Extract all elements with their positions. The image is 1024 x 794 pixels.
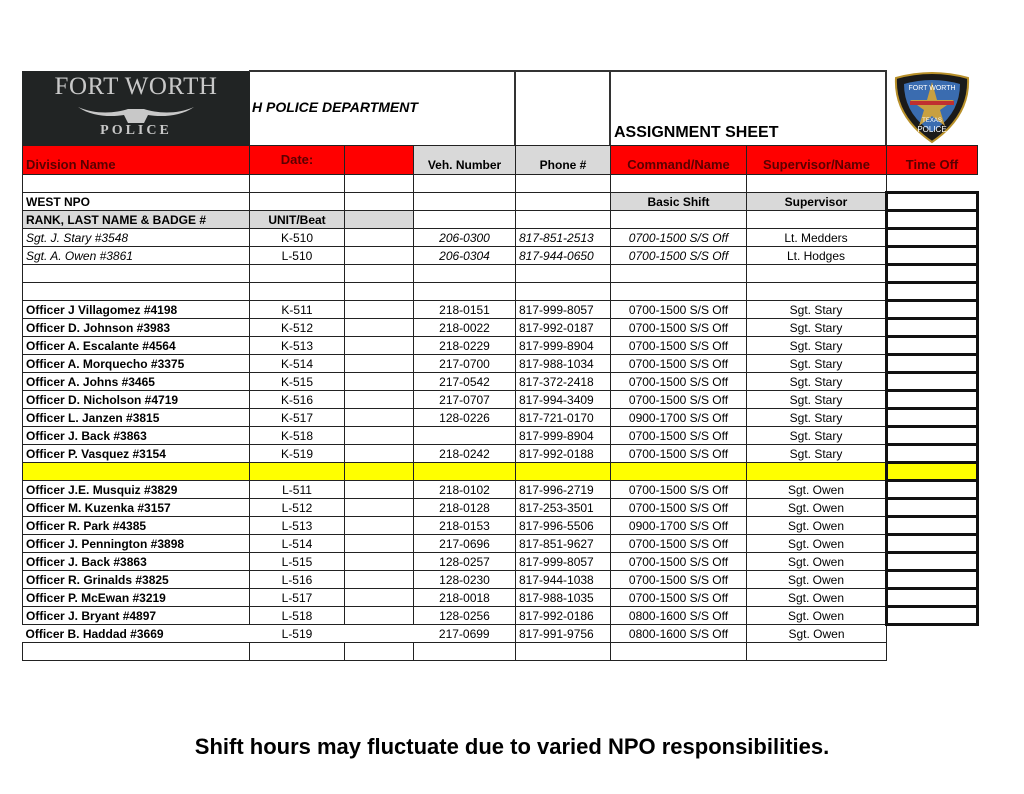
shift: 0800-1600 S/S Off (611, 625, 747, 643)
blank (345, 607, 414, 625)
phone: 817-944-0650 (516, 247, 611, 265)
vehicle-number: 206-0300 (414, 229, 516, 247)
supervisor: Sgt. Owen (747, 481, 887, 499)
officer-name: Officer R. Park #4385 (23, 517, 250, 535)
vehicle-number: 218-0151 (414, 301, 516, 319)
phone: 817-999-8904 (516, 427, 611, 445)
logo-text-police: POLICE (100, 123, 172, 138)
rank-header: RANK, LAST NAME & BADGE # (23, 211, 250, 229)
supervisor: Sgt. Stary (747, 337, 887, 355)
footnote: Shift hours may fluctuate due to varied NPO responsibilities. (194, 734, 830, 759)
supervisor: Sgt. Stary (747, 427, 887, 445)
unit-header: UNIT/Beat (250, 211, 345, 229)
supervisor: Sgt. Stary (747, 301, 887, 319)
blank-row (23, 175, 978, 193)
time-off-cell[interactable] (887, 427, 978, 445)
section-row (23, 193, 978, 211)
separator-row (23, 463, 978, 481)
officer-name: Officer D. Johnson #3983 (23, 319, 250, 337)
header-division-name: Division Name (23, 146, 250, 175)
officer-row (23, 589, 978, 607)
unit: K-517 (250, 409, 345, 427)
shift: 0700-1500 S/S Off (611, 427, 747, 445)
phone: 817-851-2513 (516, 229, 611, 247)
shift: 0700-1500 S/S Off (611, 391, 747, 409)
time-off-cell[interactable] (887, 517, 978, 535)
vehicle-number: 128-0230 (414, 571, 516, 589)
officer-name: Officer M. Kuzenka #3157 (23, 499, 250, 517)
shift: 0700-1500 S/S Off (611, 499, 747, 517)
basic-shift-header: Basic Shift (611, 193, 747, 211)
blank (345, 391, 414, 409)
officer-name: Officer J Villagomez #4198 (23, 301, 250, 319)
officer-row (23, 445, 978, 463)
vehicle-number: 128-0226 (414, 409, 516, 427)
time-off-cell[interactable] (887, 229, 978, 247)
supervisor: Sgt. Owen (747, 571, 887, 589)
officer-name: Officer J. Pennington #3898 (23, 535, 250, 553)
supervisor: Sgt. Owen (747, 589, 887, 607)
time-off-cell[interactable] (887, 553, 978, 571)
squad-l-rows (23, 481, 978, 643)
phone: 817-999-8057 (516, 553, 611, 571)
supervisor: Sgt. Stary (747, 445, 887, 463)
officer-row (23, 337, 978, 355)
vehicle-number: 218-0242 (414, 445, 516, 463)
officer-row (23, 355, 978, 373)
phone: 817-988-1035 (516, 589, 611, 607)
time-off-cell[interactable] (887, 481, 978, 499)
officer-row (23, 391, 978, 409)
supervisor: Sgt. Owen (747, 535, 887, 553)
phone: 817-988-1034 (516, 355, 611, 373)
officer-name: Sgt. A. Owen #3861 (23, 247, 250, 265)
svg-text:POLICE: POLICE (917, 125, 947, 134)
officer-row (23, 535, 978, 553)
vehicle-number: 218-0018 (414, 589, 516, 607)
header-time-off: Time Off (887, 146, 978, 175)
unit: L-517 (250, 589, 345, 607)
shift: 0700-1500 S/S Off (611, 535, 747, 553)
blank (345, 355, 414, 373)
unit: K-512 (250, 319, 345, 337)
shift: 0900-1700 S/S Off (611, 409, 747, 427)
vehicle-number: 218-0229 (414, 337, 516, 355)
fort-worth-police-logo (22, 71, 250, 145)
blank (345, 553, 414, 571)
header-date: Date: (250, 146, 345, 175)
phone: 817-721-0170 (516, 409, 611, 427)
blank (345, 499, 414, 517)
shift: 0700-1500 S/S Off (611, 247, 747, 265)
blank-row (23, 283, 978, 301)
vehicle-number: 217-0699 (414, 625, 516, 643)
shift: 0700-1500 S/S Off (611, 571, 747, 589)
unit: K-515 (250, 373, 345, 391)
assignment-table (22, 145, 979, 661)
blank (345, 409, 414, 427)
phone: 817-992-0188 (516, 445, 611, 463)
time-off-cell[interactable] (887, 445, 978, 463)
shift: 0700-1500 S/S Off (611, 337, 747, 355)
officer-name: Officer D. Nicholson #4719 (23, 391, 250, 409)
unit: L-516 (250, 571, 345, 589)
phone: 817-994-3409 (516, 391, 611, 409)
officer-name: Officer B. Haddad #3669 (23, 625, 250, 643)
time-off-cell[interactable] (887, 571, 978, 589)
blank (345, 319, 414, 337)
blank (345, 571, 414, 589)
shift: 0700-1500 S/S Off (611, 481, 747, 499)
header-supervisor-name: Supervisor/Name (747, 146, 887, 175)
officer-row (23, 301, 978, 319)
svg-text:TEXAS: TEXAS (922, 118, 942, 124)
unit: K-513 (250, 337, 345, 355)
blank (345, 625, 414, 643)
time-off-cell[interactable] (887, 391, 978, 409)
phone: 817-992-0186 (516, 607, 611, 625)
shift: 0700-1500 S/S Off (611, 355, 747, 373)
shift: 0700-1500 S/S Off (611, 553, 747, 571)
supervisor: Sgt. Stary (747, 391, 887, 409)
blank (345, 517, 414, 535)
officer-row (23, 517, 978, 535)
blank (345, 481, 414, 499)
sheet-title: ASSIGNMENT SHEET (614, 124, 779, 141)
header-phone: Phone # (516, 146, 611, 175)
vehicle-number: 128-0256 (414, 607, 516, 625)
shift: 0700-1500 S/S Off (611, 301, 747, 319)
time-off-cell[interactable] (887, 211, 978, 229)
officer-row (23, 409, 978, 427)
vehicle-number: 218-0128 (414, 499, 516, 517)
header-blank-cell (515, 70, 611, 146)
officer-name: Officer A. Morquecho #3375 (23, 355, 250, 373)
blank (345, 373, 414, 391)
officer-name: Officer J. Back #3863 (23, 553, 250, 571)
officer-row (23, 625, 978, 643)
phone: 817-991-9756 (516, 625, 611, 643)
header-command-name: Command/Name (611, 146, 747, 175)
officer-row (23, 319, 978, 337)
vehicle-number: 217-0542 (414, 373, 516, 391)
phone: 817-996-2719 (516, 481, 611, 499)
officer-name: Officer R. Grinalds #3825 (23, 571, 250, 589)
shift: 0800-1600 S/S Off (611, 607, 747, 625)
blank (345, 301, 414, 319)
supervisor-header: Supervisor (747, 193, 887, 211)
unit: L-510 (250, 247, 345, 265)
unit: K-511 (250, 301, 345, 319)
time-off-cell[interactable] (887, 193, 978, 211)
time-off-cell[interactable] (887, 373, 978, 391)
unit: L-513 (250, 517, 345, 535)
supervisor: Sgt. Owen (747, 625, 887, 643)
officer-row (23, 499, 978, 517)
logo-text-fort-worth: FORT WORTH (54, 73, 218, 100)
officer-row (23, 553, 978, 571)
blank (345, 589, 414, 607)
time-off-cell[interactable] (887, 337, 978, 355)
blank (345, 427, 414, 445)
unit: K-514 (250, 355, 345, 373)
officer-name: Officer J. Back #3863 (23, 427, 250, 445)
blank-row (23, 265, 978, 283)
unit: K-519 (250, 445, 345, 463)
phone: 817-999-8057 (516, 301, 611, 319)
unit: L-514 (250, 535, 345, 553)
unit: L-512 (250, 499, 345, 517)
vehicle-number: 218-0022 (414, 319, 516, 337)
squad-k-rows (23, 301, 978, 463)
unit: L-515 (250, 553, 345, 571)
column-header-row (23, 146, 978, 175)
supervisor: Sgt. Owen (747, 553, 887, 571)
supervisor: Sgt. Owen (747, 517, 887, 535)
supervisor: Sgt. Stary (747, 355, 887, 373)
phone: 817-253-3501 (516, 499, 611, 517)
officer-name: Officer A. Johns #3465 (23, 373, 250, 391)
supervisor: Sgt. Owen (747, 607, 887, 625)
blank (345, 445, 414, 463)
supervisor: Lt. Hodges (747, 247, 887, 265)
unit: K-518 (250, 427, 345, 445)
time-off-cell[interactable] (887, 301, 978, 319)
officer-row (23, 481, 978, 499)
time-off-cell[interactable] (887, 607, 978, 625)
phone: 817-372-2418 (516, 373, 611, 391)
supervisor-row (23, 247, 978, 265)
shift: 0900-1700 S/S Off (611, 517, 747, 535)
unit: L-519 (250, 625, 345, 643)
unit: L-518 (250, 607, 345, 625)
phone: 817-992-0187 (516, 319, 611, 337)
officer-name: Officer P. Vasquez #3154 (23, 445, 250, 463)
shift: 0700-1500 S/S Off (611, 373, 747, 391)
vehicle-number: 218-0153 (414, 517, 516, 535)
shift: 0700-1500 S/S Off (611, 229, 747, 247)
officer-row (23, 373, 978, 391)
unit: L-511 (250, 481, 345, 499)
shift: 0700-1500 S/S Off (611, 589, 747, 607)
time-off-cell[interactable] (887, 589, 978, 607)
phone: 817-996-5506 (516, 517, 611, 535)
phone: 817-999-8904 (516, 337, 611, 355)
officer-name: Officer A. Escalante #4564 (23, 337, 250, 355)
officer-name: Officer P. McEwan #3219 (23, 589, 250, 607)
blank (345, 535, 414, 553)
time-off-cell[interactable] (887, 355, 978, 373)
shift: 0700-1500 S/S Off (611, 319, 747, 337)
time-off-cell (887, 625, 978, 643)
phone: 817-944-1038 (516, 571, 611, 589)
time-off-cell[interactable] (887, 319, 978, 337)
supervisor: Sgt. Stary (747, 373, 887, 391)
vehicle-number: 217-0700 (414, 355, 516, 373)
unit: K-510 (250, 229, 345, 247)
vehicle-number: 217-0707 (414, 391, 516, 409)
officer-name: Officer J.E. Musquiz #3829 (23, 481, 250, 499)
vehicle-number (414, 427, 516, 445)
police-badge-icon (892, 70, 972, 144)
officer-row (23, 607, 978, 625)
department-title: H POLICE DEPARTMENT (252, 99, 418, 115)
vehicle-number: 217-0696 (414, 535, 516, 553)
supervisor: Sgt. Owen (747, 499, 887, 517)
phone: 817-851-9627 (516, 535, 611, 553)
vehicle-number: 206-0304 (414, 247, 516, 265)
officer-row (23, 571, 978, 589)
time-off-cell[interactable] (887, 247, 978, 265)
time-off-cell[interactable] (887, 409, 978, 427)
supervisor-row (23, 229, 978, 247)
header-blank (345, 146, 414, 175)
officer-name: Sgt. J. Stary #3548 (23, 229, 250, 247)
subheader-row (23, 211, 978, 229)
officer-name: Officer L. Janzen #3815 (23, 409, 250, 427)
vehicle-number: 218-0102 (414, 481, 516, 499)
blank (345, 337, 414, 355)
officer-name: Officer J. Bryant #4897 (23, 607, 250, 625)
time-off-cell[interactable] (887, 499, 978, 517)
shift: 0700-1500 S/S Off (611, 445, 747, 463)
time-off-cell[interactable] (887, 535, 978, 553)
section-name: WEST NPO (23, 193, 250, 211)
svg-text:FORT WORTH: FORT WORTH (908, 85, 956, 92)
blank-row (23, 643, 978, 661)
header-veh-number: Veh. Number (414, 146, 516, 175)
supervisor: Sgt. Stary (747, 409, 887, 427)
supervisor: Sgt. Stary (747, 319, 887, 337)
officer-row (23, 427, 978, 445)
unit: K-516 (250, 391, 345, 409)
vehicle-number: 128-0257 (414, 553, 516, 571)
supervisor: Lt. Medders (747, 229, 887, 247)
